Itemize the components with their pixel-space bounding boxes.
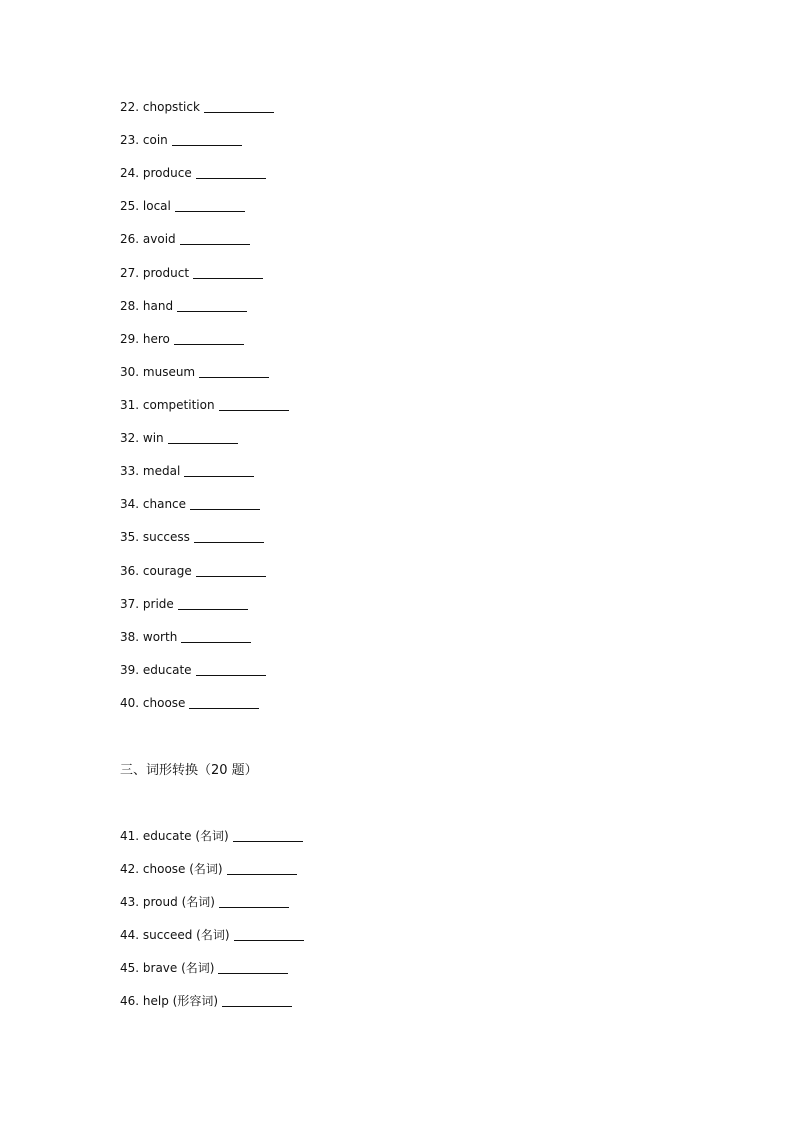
vocab-item-text: 23. coin	[120, 133, 168, 147]
answer-blank	[175, 210, 245, 212]
vocab-item-25	[120, 198, 245, 214]
answer-blank	[177, 310, 247, 312]
vocab-item-23	[120, 132, 242, 148]
vocab-item-text: 27. product	[120, 266, 190, 280]
answer-blank	[189, 707, 259, 709]
vocab-item-text: 31. competition	[120, 398, 215, 412]
vocab-item-text: 30. museum	[120, 365, 196, 379]
vocab-item-35	[120, 529, 264, 545]
vocab-item-22	[120, 99, 274, 115]
vocab-item-text: 34. chance	[120, 497, 187, 511]
word-form-item-44	[120, 927, 304, 943]
answer-blank	[196, 177, 266, 179]
answer-blank	[184, 475, 254, 477]
answer-blank	[196, 575, 266, 577]
answer-blank	[233, 840, 303, 842]
answer-blank	[174, 343, 244, 345]
vocab-item-text: 36. courage	[120, 564, 192, 578]
vocab-item-38	[120, 629, 251, 645]
vocab-item-31	[120, 397, 289, 413]
answer-blank	[180, 243, 250, 245]
vocab-item-text: 37. pride	[120, 597, 174, 611]
vocab-item-text: 28. hand	[120, 299, 174, 313]
vocab-item-39	[120, 662, 266, 678]
vocab-item-text: 32. win	[120, 431, 164, 445]
answer-blank	[193, 277, 263, 279]
vocab-item-37	[120, 596, 248, 612]
vocab-item-29	[120, 331, 244, 347]
answer-blank	[222, 1005, 292, 1007]
word-form-item-42	[120, 861, 297, 877]
answer-blank	[227, 873, 297, 875]
answer-blank	[218, 972, 288, 974]
vocab-item-text: 38. worth	[120, 630, 178, 644]
answer-blank	[178, 608, 248, 610]
answer-blank	[219, 906, 289, 908]
word-form-item-text: 45. brave (名词)	[120, 961, 215, 975]
answer-blank	[234, 939, 304, 941]
answer-blank	[194, 541, 264, 543]
vocab-item-text: 39. educate	[120, 663, 192, 677]
section-heading: 三、词形转换（20 题）	[120, 763, 258, 778]
vocab-item-33	[120, 463, 254, 479]
vocab-item-text: 33. medal	[120, 464, 181, 478]
answer-blank	[199, 376, 269, 378]
answer-blank	[181, 641, 251, 643]
vocab-item-36	[120, 563, 266, 579]
vocab-item-34	[120, 496, 260, 512]
word-form-item-text: 44. succeed (名词)	[120, 928, 230, 942]
word-form-item-45	[120, 960, 288, 976]
vocab-item-text: 24. produce	[120, 166, 192, 180]
vocab-item-text: 25. local	[120, 199, 171, 213]
word-form-item-46	[120, 993, 292, 1009]
word-form-item-43	[120, 894, 289, 910]
word-form-item-text: 46. help (形容词)	[120, 994, 219, 1008]
vocab-item-24	[120, 165, 266, 181]
vocab-item-27	[120, 265, 263, 281]
vocab-item-text: 40. choose	[120, 696, 186, 710]
word-form-item-text: 43. proud (名词)	[120, 895, 215, 909]
vocab-item-text: 22. chopstick	[120, 100, 200, 114]
answer-blank	[190, 508, 260, 510]
answer-blank	[168, 442, 238, 444]
word-form-item-text: 42. choose (名词)	[120, 862, 223, 876]
vocab-item-30	[120, 364, 269, 380]
vocab-item-text: 29. hero	[120, 332, 170, 346]
answer-blank	[204, 111, 274, 113]
vocab-item-text: 26. avoid	[120, 232, 176, 246]
vocab-item-text: 35. success	[120, 530, 190, 544]
word-form-item-41	[120, 828, 303, 844]
answer-blank	[219, 409, 289, 411]
vocab-item-28	[120, 298, 247, 314]
vocab-item-26	[120, 231, 250, 247]
answer-blank	[172, 144, 242, 146]
word-form-item-text: 41. educate (名词)	[120, 829, 229, 843]
answer-blank	[196, 674, 266, 676]
vocab-item-40	[120, 695, 259, 711]
vocab-item-32	[120, 430, 238, 446]
